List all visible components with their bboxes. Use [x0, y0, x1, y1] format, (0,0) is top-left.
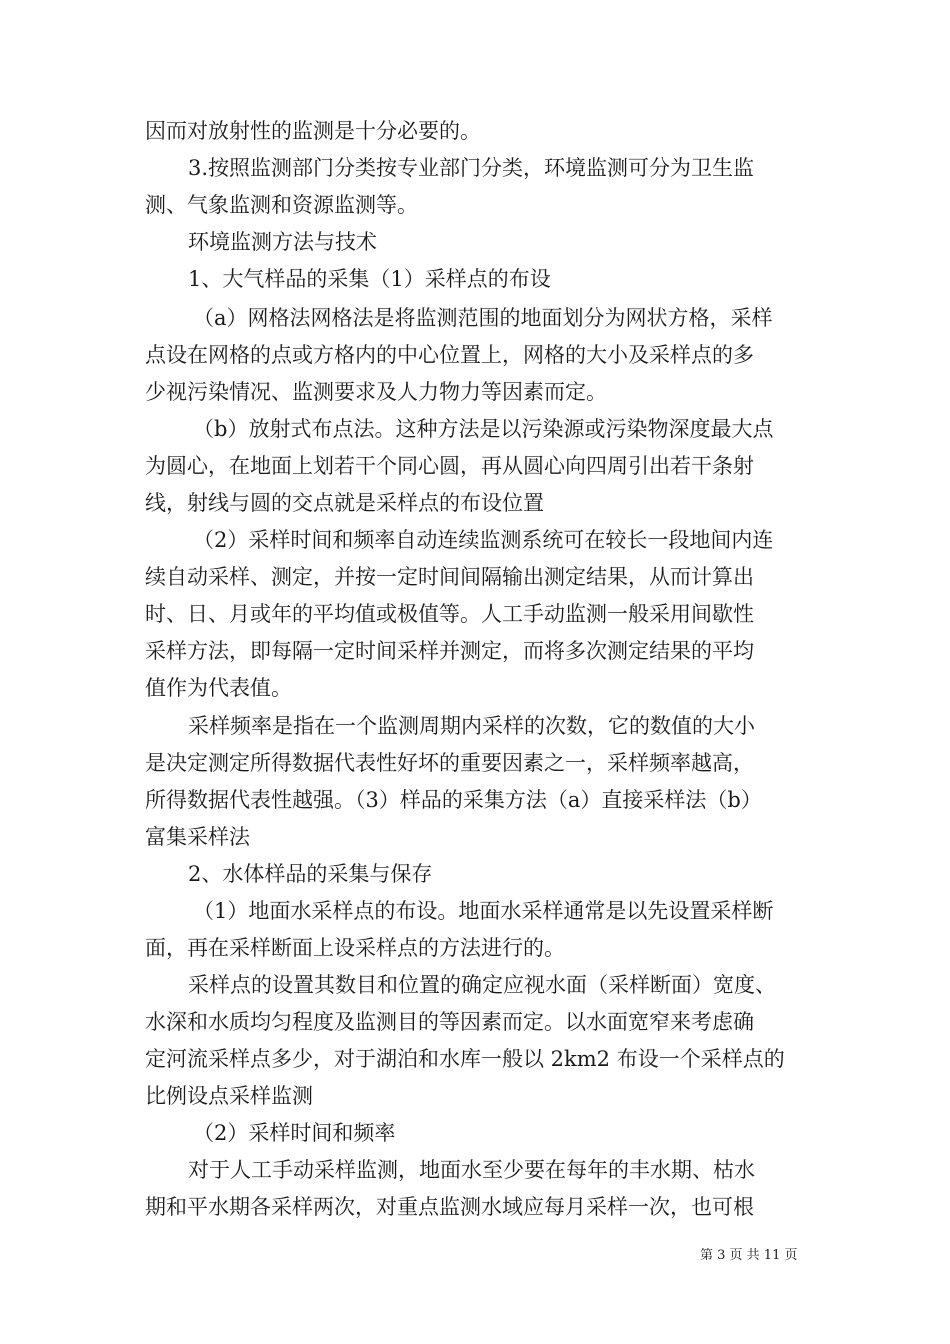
section-heading: 环境监测方法与技术 [188, 230, 377, 254]
text-line: 少视污染情况、监测要求及人力物力等因素而定。 [145, 380, 607, 404]
text-line: 对于人工手动采样监测，地面水至少要在每年的丰水期、枯水 [188, 1158, 755, 1182]
text-line: 为圆心，在地面上划若干个同心圆，再从圆心向四周引出若干条射 [145, 454, 754, 478]
text-line: 所得数据代表性越强。（3）样品的采集方法（a）直接采样法（b） [145, 788, 762, 812]
text-line: 水深和水质均匀程度及监测目的等因素而定。以水面宽窄来考虑确 [145, 1010, 754, 1034]
text-line: 线，射线与圆的交点就是采样点的布设位置 [145, 491, 544, 515]
text-line: 采样方法，即每隔一定时间采样并测定，而将多次测定结果的平均 [145, 639, 754, 663]
section-heading: 1、大气样品的采集（1）采样点的布设 [188, 267, 551, 291]
text-line: 期和平水期各采样两次，对重点监测水域应每月采样一次，也可根 [145, 1195, 754, 1219]
text-line: 采样点的设置其数目和位置的确定应视水面（采样断面）宽度、 [188, 973, 776, 997]
text-line: 面，再在采样断面上设采样点的方法进行的。 [145, 936, 565, 960]
page-number: 第 3 页 共 11 页 [700, 1248, 798, 1263]
text-line: 是决定测定所得数据代表性好坏的重要因素之一，采样频率越高， [145, 751, 754, 775]
text-line: 比例设点采样监测 [145, 1084, 313, 1108]
text-line: 采样频率是指在一个监测周期内采样的次数，它的数值的大小 [188, 714, 755, 738]
text-line: 测、气象监测和资源监测等。 [145, 193, 418, 217]
text-line: 因而对放射性的监测是十分必要的。 [145, 119, 481, 143]
text-line: （1）地面水采样点的布设。地面水采样通常是以先设置采样断 [193, 899, 774, 923]
text-line: （b）放射式布点法。这种方法是以污染源或污染物深度最大点 [193, 417, 774, 441]
text-line: 3.按照监测部门分类按专业部门分类，环境监测可分为卫生监 [188, 156, 755, 180]
text-line: （2）采样时间和频率 [193, 1121, 396, 1145]
text-line: （a）网格法网格法是将监测范围的地面划分为网状方格，采样 [193, 306, 773, 330]
text-line: （2）采样时间和频率自动连续监测系统可在较长一段地间内连 [193, 528, 774, 552]
text-line: 点设在网格的点或方格内的中心位置上，网格的大小及采样点的多 [145, 343, 754, 367]
text-line: 时、日、月或年的平均值或极值等。人工手动监测一般采用间歇性 [145, 602, 754, 626]
text-line: 定河流采样点多少，对于湖泊和水库一般以 2km2 布设一个采样点的 [145, 1047, 785, 1071]
text-line: 富集采样法 [145, 825, 250, 849]
text-line: 值作为代表值。 [145, 676, 292, 700]
section-heading: 2、水体样品的采集与保存 [188, 862, 433, 886]
text-line: 续自动采样、测定，并按一定时间间隔输出测定结果，从而计算出 [145, 565, 754, 589]
